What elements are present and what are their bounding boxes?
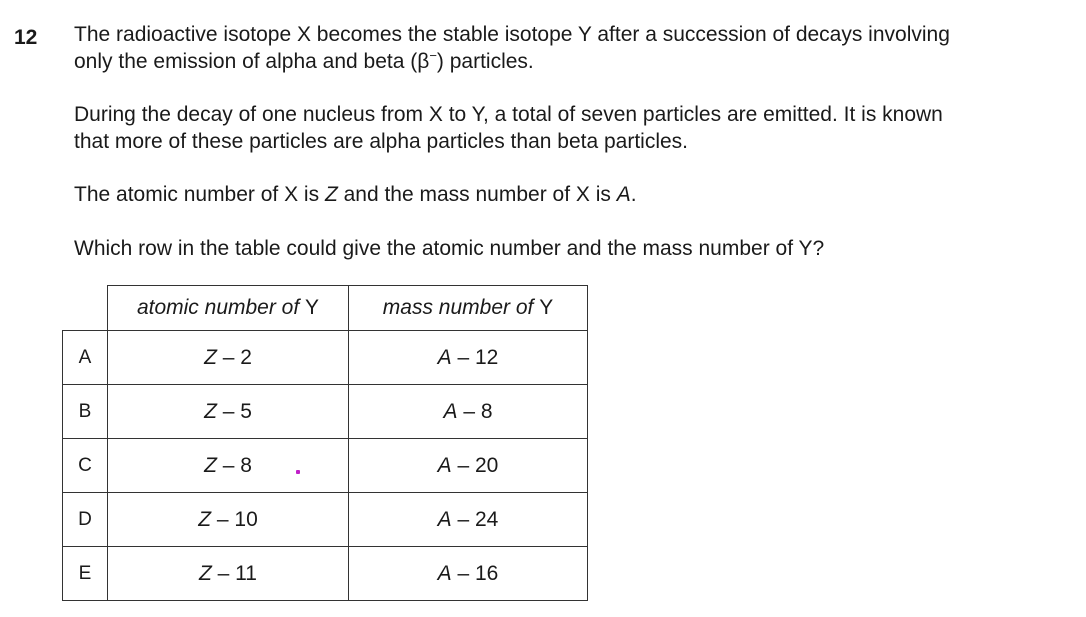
header-mass-number: mass number of Y xyxy=(349,286,588,331)
decay-info-paragraph xyxy=(74,101,1064,155)
mass-number-cell: A – 8 xyxy=(349,385,588,439)
question-prompt: Which row in the table could give the atomic number and the mass number of Y? xyxy=(74,237,825,260)
option-letter: A xyxy=(63,331,108,385)
atomic-number-cell: Z – 8 xyxy=(108,439,349,493)
definition-paragraph: The atomic number of X is Z and the mass number of X is A. xyxy=(74,183,637,206)
option-letter: D xyxy=(63,493,108,547)
decay-info-line-2: that more of these particles are alpha particles than beta particles. xyxy=(74,130,689,153)
atomic-number-cell: Z – 5 xyxy=(108,385,349,439)
question-intro-paragraph xyxy=(74,21,1064,75)
atomic-number-cell: Z – 10 xyxy=(108,493,349,547)
answer-row-b[interactable] xyxy=(63,385,588,439)
intro-line-1: The radioactive isotope X becomes the stable isotope Y after a succession of decays involving xyxy=(74,23,950,46)
option-letter: B xyxy=(63,385,108,439)
atomic-number-cell: Z – 11 xyxy=(108,547,349,601)
mass-number-cell: A – 20 xyxy=(349,439,588,493)
header-atomic-number: atomic number of Y xyxy=(108,286,349,331)
option-letter: E xyxy=(63,547,108,601)
atomic-number-cell: Z – 2 xyxy=(108,331,349,385)
answer-row-c[interactable] xyxy=(63,439,588,493)
answer-row-d[interactable] xyxy=(63,493,588,547)
stray-mark xyxy=(296,470,300,474)
mass-number-cell: A – 24 xyxy=(349,493,588,547)
question-number: 12 xyxy=(14,26,38,49)
option-letter: C xyxy=(63,439,108,493)
table-header-row xyxy=(63,286,588,331)
decay-info-line-1: During the decay of one nucleus from X to Y, a total of seven particles are emitted. It is known xyxy=(74,103,943,126)
mass-number-cell: A – 12 xyxy=(349,331,588,385)
mass-number-cell: A – 16 xyxy=(349,547,588,601)
header-blank-cell xyxy=(63,286,108,331)
answer-table xyxy=(62,285,588,601)
answer-row-a[interactable] xyxy=(63,331,588,385)
answer-row-e[interactable] xyxy=(63,547,588,601)
intro-line-2: only the emission of alpha and beta (β−) particles. xyxy=(74,48,534,73)
